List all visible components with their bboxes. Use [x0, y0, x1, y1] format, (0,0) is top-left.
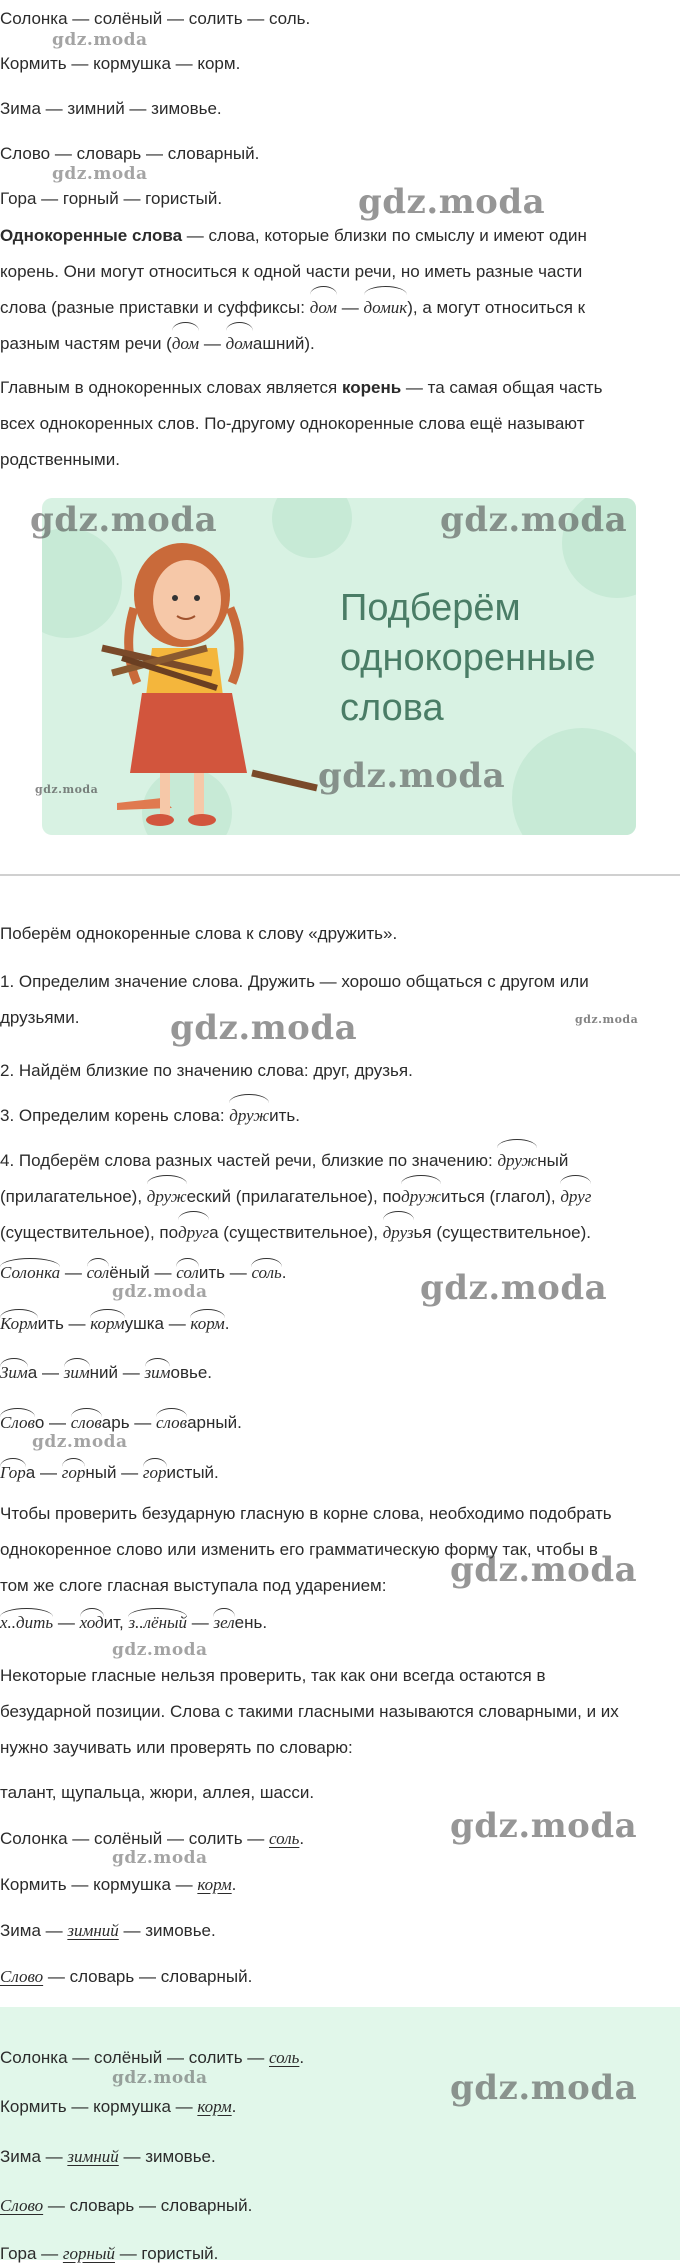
- list-a-line: Кормить — кормушка — корм.: [0, 1875, 237, 1894]
- watermark: gdz.moda: [450, 1550, 638, 1590]
- watermark: gdz.moda: [52, 164, 148, 184]
- step-1: 1. Определим значение слова. Дружить — хорошо общаться с другом или друзьями.: [0, 972, 589, 1027]
- dictionary-paragraph: Некоторые гласные нельзя проверить, так как они всегда остаются в безударной позиции. Слова с такими гласными называются словарными, и их нужно заучивать или проверять по словарю:: [0, 1666, 619, 1757]
- watermark: gdz.moda: [440, 500, 628, 540]
- root-family-line: Слово — словарь — словарный.: [0, 1413, 242, 1432]
- step-4: 4. Подберём слова разных частей речи, близкие по значению: дружный (прилагательное), дружеский (прилагательное), подружиться (глагол), друг (существительное), подруга (существительное), друзья (существительное).: [0, 1143, 672, 1251]
- watermark: gdz.moda: [318, 756, 506, 796]
- step-2: 2. Найдём близкие по значению слова: друг, друзья.: [0, 1061, 413, 1080]
- dictionary-words: талант, щупальца, жюри, аллея, шасси.: [0, 1783, 315, 1802]
- root-mark: друж: [229, 1098, 269, 1134]
- watermark: gdz.moda: [112, 1282, 208, 1302]
- list-a-line: Солонка — солёный — солить — соль.: [0, 1829, 305, 1848]
- word-family-line: Гора — горный — гористый.: [0, 189, 223, 208]
- list-b-line: Слово — словарь — словарный.: [0, 2196, 253, 2215]
- watermark: gdz.moda: [112, 1640, 208, 1660]
- list-a-line: Зима — зимний — зимовье.: [0, 1921, 216, 1940]
- example-word: дом: [310, 290, 337, 326]
- watermark: gdz.moda: [32, 1432, 128, 1452]
- check-paragraph: Чтобы проверить безударную гласную в корне слова, необходимо подобрать однокоренное слово или изменить его грамматическую форму так, чтобы в том же слоге гласная выступала под ударением:: [0, 1504, 612, 1595]
- definition-paragraph: Однокоренные слова — слова, которые близки по смыслу и имеют один корень. Они могут относиться к одной части речи, но иметь разные части слова (разные приставки и суффиксы: дом — домик), а могут относиться к разным частям речи (дом — домашний).: [0, 218, 672, 362]
- example-root: дом: [226, 326, 253, 362]
- list-a-line: Слово — словарь — словарный.: [0, 1967, 253, 1986]
- watermark: gdz.moda: [112, 2068, 208, 2088]
- definition-term: Однокоренные слова: [0, 226, 183, 245]
- root-term: корень: [341, 378, 402, 397]
- root-paragraph: Главным в однокоренных словах является корень — та самая общая часть всех однокоренных слов. По-другому однокоренные слова ещё называют родственными.: [0, 378, 603, 469]
- banner-title: Подберём однокоренные слова: [340, 587, 596, 729]
- watermark: gdz.moda: [358, 182, 546, 222]
- root-family-line: Кормить — кормушка — корм.: [0, 1314, 230, 1333]
- watermark: gdz.moda: [112, 1848, 208, 1868]
- word-family-line: Солонка — солёный — солить — соль.: [0, 9, 311, 28]
- root-family-line: Солонка — солёный — солить — соль.: [0, 1263, 287, 1282]
- list-b-line: Гора — горный — гористый.: [0, 2244, 219, 2263]
- watermark: gdz.moda: [35, 783, 99, 796]
- list-b-line: Зима — зимний — зимовье.: [0, 2147, 216, 2166]
- watermark: gdz.moda: [450, 2068, 638, 2108]
- watermark: gdz.moda: [450, 1806, 638, 1846]
- word-family-line: Слово — словарь — словарный.: [0, 144, 260, 163]
- step-3: 3. Определим корень слова: дружить.: [0, 1098, 672, 1134]
- example-word: домик: [364, 290, 408, 326]
- watermark: gdz.moda: [30, 500, 218, 540]
- watermark: gdz.moda: [170, 1008, 358, 1048]
- list-b-line: Солонка — солёный — солить — соль.: [0, 2048, 305, 2067]
- watermark: gdz.moda: [420, 1268, 608, 1308]
- word-family-line: Зима — зимний — зимовье.: [0, 99, 222, 118]
- watermark: gdz.moda: [52, 30, 148, 50]
- highlight-block: [0, 2007, 680, 2260]
- watermark: gdz.moda: [575, 1013, 639, 1026]
- check-examples: х..дить — ходит, з..лёный — зелень.: [0, 1613, 268, 1632]
- word-family-line: Кормить — кормушка — корм.: [0, 54, 241, 73]
- root-family-line: Гора — горный — гористый.: [0, 1463, 219, 1482]
- list-b-line: Кормить — кормушка — корм.: [0, 2097, 237, 2116]
- steps-section: Поберём однокоренные слова к слову «дружить».: [0, 924, 398, 943]
- root-family-line: Зима — зимний — зимовье.: [0, 1363, 213, 1382]
- example-word: дом: [172, 326, 199, 362]
